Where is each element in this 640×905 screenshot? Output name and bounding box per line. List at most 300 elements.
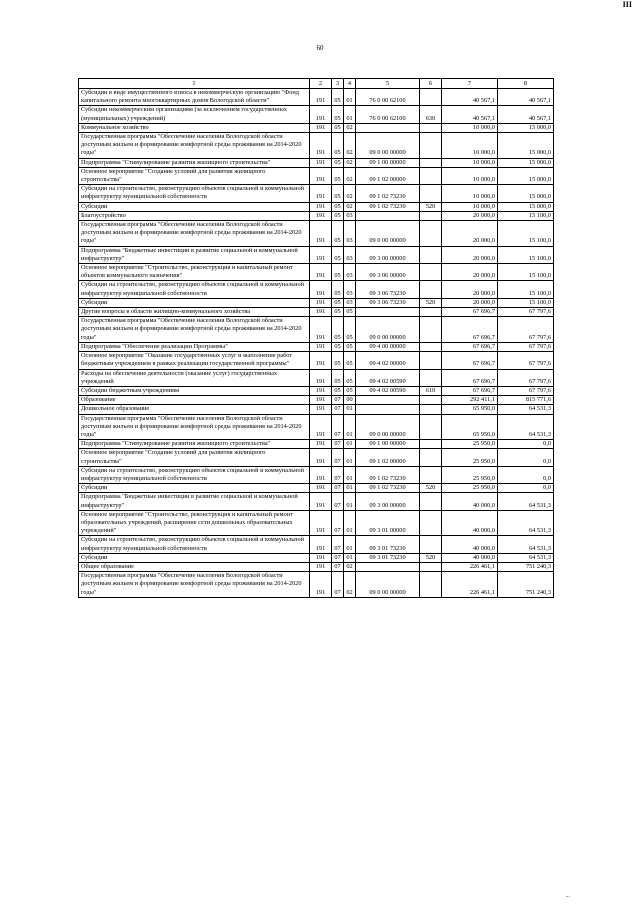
amount-col7-cell: 40 000,0 <box>442 493 498 510</box>
expense-type-cell <box>420 308 442 317</box>
amount-col8-cell: 0,0 <box>498 484 554 493</box>
table-row <box>79 317 554 343</box>
amount-col7-cell: 67 696,7 <box>442 317 498 343</box>
table-row <box>79 414 554 440</box>
amount-col8-cell: 15 100,0 <box>498 298 554 307</box>
subsection-cell: 05 <box>344 386 356 395</box>
expense-type-cell <box>420 158 442 167</box>
row-name-cell: Расходы на обеспечение деятельности (оказание услуг) государственных учреждений <box>79 369 310 386</box>
amount-col8-cell: 15 000,0 <box>498 133 554 159</box>
table-row <box>79 123 554 132</box>
target-article-cell <box>356 396 420 405</box>
amount-col8-cell: 40 567,1 <box>498 106 554 123</box>
subsection-cell: 03 <box>344 246 356 263</box>
table-row <box>79 493 554 510</box>
grbs-cell: 191 <box>310 536 332 553</box>
target-article-cell: 09 3 06 73230 <box>356 298 420 307</box>
subsection-cell: 03 <box>344 264 356 281</box>
row-name-cell: Субсидии <box>79 553 310 562</box>
subsection-cell: 01 <box>344 553 356 562</box>
expense-type-cell <box>420 281 442 298</box>
amount-col8-cell: 15 000,0 <box>498 202 554 211</box>
expense-type-cell <box>420 264 442 281</box>
subsection-cell: 01 <box>344 440 356 449</box>
table-row <box>79 202 554 211</box>
expense-type-cell <box>420 414 442 440</box>
row-name-cell: Основное мероприятие "Оказание государственных услуг и выполнение работ бюджетным учреждением в рамках реализации государственной программы" <box>79 352 310 369</box>
header-cell: 2 <box>310 79 332 89</box>
target-article-cell: 09 3 01 00000 <box>356 510 420 536</box>
subsection-cell: 02 <box>344 562 356 571</box>
expense-type-cell <box>420 572 442 598</box>
expense-type-cell <box>420 562 442 571</box>
expense-type-cell <box>420 449 442 466</box>
section-cell: 07 <box>332 510 344 536</box>
row-name-cell: Субсидии некоммерческим организациям (за исключением государственных (муниципальных) учреждений) <box>79 106 310 123</box>
row-name-cell: Подпрограмма "Обеспечение реализации Программы" <box>79 342 310 351</box>
target-article-cell: 09 0 00 00000 <box>356 221 420 247</box>
section-cell: 05 <box>332 167 344 184</box>
amount-col8-cell: 0,0 <box>498 466 554 483</box>
subsection-cell: 05 <box>344 317 356 343</box>
section-cell: 05 <box>332 264 344 281</box>
expense-type-cell <box>420 493 442 510</box>
target-article-cell: 09 4 02 00000 <box>356 352 420 369</box>
row-name-cell: Основное мероприятие "Строительство, реконструкция и капитальный ремонт образовательных учреждений, расширение сети дошкольных образовательных учреждений" <box>79 510 310 536</box>
row-name-cell: Субсидии <box>79 484 310 493</box>
target-article-cell: 09 4 00 00000 <box>356 342 420 351</box>
header-cell: 1 <box>79 79 310 89</box>
amount-col8-cell: 15 100,0 <box>498 281 554 298</box>
amount-col8-cell: 0,0 <box>498 449 554 466</box>
expense-type-cell <box>420 510 442 536</box>
amount-col7-cell: 67 696,7 <box>442 352 498 369</box>
amount-col7-cell: 20 000,0 <box>442 264 498 281</box>
target-article-cell: 09 1 00 00000 <box>356 440 420 449</box>
amount-col7-cell: 292 411,1 <box>442 396 498 405</box>
section-cell: 05 <box>332 202 344 211</box>
grbs-cell: 191 <box>310 281 332 298</box>
row-name-cell: Основное мероприятие "Создание условий для развития жилищного строительства" <box>79 167 310 184</box>
row-name-cell: Субсидии бюджетным учреждениям <box>79 386 310 395</box>
amount-col8-cell: 15 000,0 <box>498 185 554 202</box>
grbs-cell: 191 <box>310 572 332 598</box>
amount-col7-cell: 25 950,0 <box>442 466 498 483</box>
amount-col8-cell: 15 000,0 <box>498 123 554 132</box>
subsection-cell: 00 <box>344 396 356 405</box>
row-name-cell: Образование <box>79 396 310 405</box>
table-row <box>79 449 554 466</box>
section-cell: 05 <box>332 106 344 123</box>
expense-type-cell <box>420 246 442 263</box>
row-name-cell: Подпрограмма "Бюджетные инвестиции в развитие социальной и коммунальной инфраструктур" <box>79 246 310 263</box>
target-article-cell: 09 3 00 00000 <box>356 493 420 510</box>
page-number: 60 <box>316 44 324 52</box>
amount-col7-cell: 65 950,0 <box>442 405 498 414</box>
row-name-cell: Субсидии в виде имущественного взноса в некоммерческую организацию "Фонд капитального ремонта многоквартирных домов Вологодской области" <box>79 89 310 106</box>
amount-col7-cell: 67 696,7 <box>442 308 498 317</box>
table-row <box>79 396 554 405</box>
subsection-cell: 03 <box>344 298 356 307</box>
subsection-cell: 02 <box>344 572 356 598</box>
section-cell: 07 <box>332 484 344 493</box>
grbs-cell: 191 <box>310 510 332 536</box>
row-name-cell: Подпрограмма "Стимулирование развития жилищного строительства" <box>79 440 310 449</box>
table-row <box>79 536 554 553</box>
section-cell: 05 <box>332 211 344 220</box>
amount-col8-cell: 67 797,6 <box>498 352 554 369</box>
table-row <box>79 246 554 263</box>
amount-col7-cell: 65 950,0 <box>442 414 498 440</box>
target-article-cell: 09 3 01 73230 <box>356 536 420 553</box>
row-name-cell: Коммунальное хозяйство <box>79 123 310 132</box>
amount-col8-cell: 751 240,3 <box>498 562 554 571</box>
section-cell: 05 <box>332 133 344 159</box>
expense-type-cell <box>420 352 442 369</box>
grbs-cell: 191 <box>310 493 332 510</box>
bottom-mark: ... <box>565 893 570 899</box>
header-cell: 6 <box>420 79 442 89</box>
section-cell: 05 <box>332 158 344 167</box>
amount-col8-cell: 64 531,3 <box>498 493 554 510</box>
subsection-cell: 05 <box>344 369 356 386</box>
target-article-cell: 09 0 00 00000 <box>356 133 420 159</box>
grbs-cell: 191 <box>310 317 332 343</box>
grbs-cell: 191 <box>310 246 332 263</box>
target-article-cell: 09 1 00 00000 <box>356 158 420 167</box>
grbs-cell: 191 <box>310 396 332 405</box>
amount-col7-cell: 226 461,1 <box>442 572 498 598</box>
amount-col8-cell: 67 797,6 <box>498 342 554 351</box>
section-cell: 07 <box>332 572 344 598</box>
section-cell: 05 <box>332 123 344 132</box>
header-cell: 5 <box>356 79 420 89</box>
amount-col8-cell: 15 100,0 <box>498 221 554 247</box>
target-article-cell <box>356 562 420 571</box>
amount-col8-cell: 64 531,3 <box>498 510 554 536</box>
table-row <box>79 211 554 220</box>
target-article-cell: 09 3 00 00000 <box>356 246 420 263</box>
expense-type-cell: 610 <box>420 386 442 395</box>
amount-col7-cell: 40 000,0 <box>442 553 498 562</box>
subsection-cell: 02 <box>344 202 356 211</box>
expense-type-cell <box>420 405 442 414</box>
grbs-cell: 191 <box>310 106 332 123</box>
amount-col7-cell: 20 000,0 <box>442 221 498 247</box>
amount-col8-cell: 67 797,6 <box>498 308 554 317</box>
target-article-cell: 76 0 00 62100 <box>356 89 420 106</box>
amount-col7-cell: 10 000,0 <box>442 133 498 159</box>
amount-col7-cell: 20 000,0 <box>442 211 498 220</box>
subsection-cell: 01 <box>344 414 356 440</box>
grbs-cell: 191 <box>310 386 332 395</box>
grbs-cell: 191 <box>310 89 332 106</box>
row-name-cell: Субсидии <box>79 202 310 211</box>
grbs-cell: 191 <box>310 440 332 449</box>
grbs-cell: 191 <box>310 414 332 440</box>
table-row <box>79 158 554 167</box>
amount-col8-cell: 67 797,6 <box>498 386 554 395</box>
grbs-cell: 191 <box>310 264 332 281</box>
amount-col8-cell: 64 531,3 <box>498 536 554 553</box>
amount-col8-cell: 15 000,0 <box>498 167 554 184</box>
grbs-cell: 191 <box>310 484 332 493</box>
section-cell: 05 <box>332 298 344 307</box>
table-row <box>79 185 554 202</box>
table-row <box>79 440 554 449</box>
subsection-cell: 02 <box>344 123 356 132</box>
grbs-cell: 191 <box>310 221 332 247</box>
amount-col8-cell: 64 531,3 <box>498 553 554 562</box>
grbs-cell: 191 <box>310 308 332 317</box>
subsection-cell: 02 <box>344 167 356 184</box>
target-article-cell: 09 4 02 00590 <box>356 386 420 395</box>
grbs-cell: 191 <box>310 553 332 562</box>
target-article-cell: 09 1 02 73230 <box>356 466 420 483</box>
section-cell: 07 <box>332 466 344 483</box>
subsection-cell: 02 <box>344 158 356 167</box>
section-cell: 05 <box>332 352 344 369</box>
row-name-cell: Субсидии на строительство, реконструкцию объектов социальной и коммунальной инфраструктур муниципальной собственности <box>79 185 310 202</box>
subsection-cell: 03 <box>344 211 356 220</box>
target-article-cell: 09 4 02 00590 <box>356 369 420 386</box>
subsection-cell: 05 <box>344 308 356 317</box>
target-article-cell: 09 1 02 00000 <box>356 167 420 184</box>
amount-col7-cell: 10 000,0 <box>442 123 498 132</box>
grbs-cell: 191 <box>310 298 332 307</box>
grbs-cell: 191 <box>310 202 332 211</box>
section-cell: 05 <box>332 317 344 343</box>
amount-col7-cell: 10 000,0 <box>442 185 498 202</box>
section-cell: 05 <box>332 342 344 351</box>
amount-col7-cell: 40 000,0 <box>442 510 498 536</box>
grbs-cell: 191 <box>310 449 332 466</box>
target-article-cell: 09 3 06 00000 <box>356 264 420 281</box>
expense-type-cell <box>420 133 442 159</box>
row-name-cell: Государственная программа "Обеспечение населения Вологодской области доступным жильем и формирование комфортной среды проживания на 2014-2020 годы" <box>79 221 310 247</box>
amount-col7-cell: 67 696,7 <box>442 369 498 386</box>
grbs-cell: 191 <box>310 352 332 369</box>
expense-type-cell: 520 <box>420 553 442 562</box>
amount-col8-cell: 15 100,0 <box>498 264 554 281</box>
grbs-cell: 191 <box>310 369 332 386</box>
section-cell: 07 <box>332 449 344 466</box>
row-name-cell: Государственная программа "Обеспечение населения Вологодской области доступным жильем и формирование комфортной среды проживания на 2014-2020 годы" <box>79 414 310 440</box>
target-article-cell <box>356 308 420 317</box>
section-cell: 07 <box>332 562 344 571</box>
section-cell: 07 <box>332 414 344 440</box>
grbs-cell: 191 <box>310 466 332 483</box>
section-cell: 07 <box>332 405 344 414</box>
target-article-cell: 09 1 02 00000 <box>356 449 420 466</box>
section-cell: 05 <box>332 221 344 247</box>
row-name-cell: Субсидии на строительство, реконструкцию объектов социальной и коммунальной инфраструктур муниципальной собственности <box>79 281 310 298</box>
amount-col7-cell: 226 461,1 <box>442 562 498 571</box>
amount-col8-cell: 15 100,0 <box>498 246 554 263</box>
amount-col7-cell: 40 567,1 <box>442 106 498 123</box>
amount-col7-cell: 10 000,0 <box>442 167 498 184</box>
expense-type-cell: 520 <box>420 202 442 211</box>
target-article-cell: 09 0 00 00000 <box>356 317 420 343</box>
row-name-cell: Благоустройство <box>79 211 310 220</box>
grbs-cell: 191 <box>310 133 332 159</box>
expense-type-cell: 630 <box>420 106 442 123</box>
row-name-cell: Подпрограмма "Бюджетные инвестиции в развитие социальной и коммунальной инфраструктур" <box>79 493 310 510</box>
row-name-cell: Государственная программа "Обеспечение населения Вологодской области доступным жильем и формирование комфортной среды проживания на 2014-2020 годы" <box>79 317 310 343</box>
amount-col8-cell: 64 531,3 <box>498 414 554 440</box>
grbs-cell: 191 <box>310 185 332 202</box>
header-cell: 8 <box>498 79 554 89</box>
row-name-cell: Государственная программа "Обеспечение населения Вологодской области доступным жильем и формирование комфортной среды проживания на 2014-2020 годы" <box>79 133 310 159</box>
row-name-cell: Субсидии на строительство, реконструкцию объектов социальной и коммунальной инфраструктур муниципальной собственности <box>79 466 310 483</box>
subsection-cell: 01 <box>344 106 356 123</box>
table-row <box>79 553 554 562</box>
grbs-cell: 191 <box>310 562 332 571</box>
expense-type-cell <box>420 369 442 386</box>
expense-type-cell <box>420 440 442 449</box>
table-row <box>79 308 554 317</box>
row-name-cell: Подпрограмма "Стимулирование развития жилищного строительства" <box>79 158 310 167</box>
target-article-cell: 09 3 06 73230 <box>356 281 420 298</box>
expense-type-cell <box>420 123 442 132</box>
amount-col7-cell: 20 000,0 <box>442 298 498 307</box>
grbs-cell: 191 <box>310 211 332 220</box>
subsection-cell: 01 <box>344 484 356 493</box>
amount-col8-cell: 0,0 <box>498 440 554 449</box>
amount-col7-cell: 25 950,0 <box>442 484 498 493</box>
target-article-cell: 09 1 02 73230 <box>356 202 420 211</box>
table-row <box>79 342 554 351</box>
amount-col7-cell: 25 950,0 <box>442 449 498 466</box>
amount-col8-cell: 15 100,0 <box>498 211 554 220</box>
grbs-cell: 191 <box>310 342 332 351</box>
target-article-cell <box>356 405 420 414</box>
section-cell: 07 <box>332 553 344 562</box>
target-article-cell <box>356 211 420 220</box>
budget-table <box>78 78 554 598</box>
table-row <box>79 133 554 159</box>
target-article-cell <box>356 123 420 132</box>
row-name-cell: Общее образование <box>79 562 310 571</box>
expense-type-cell <box>420 536 442 553</box>
section-cell: 07 <box>332 493 344 510</box>
target-article-cell: 09 0 00 00000 <box>356 414 420 440</box>
expense-type-cell <box>420 221 442 247</box>
table-row <box>79 484 554 493</box>
amount-col7-cell: 25 950,0 <box>442 440 498 449</box>
expense-type-cell: 520 <box>420 298 442 307</box>
grbs-cell: 191 <box>310 158 332 167</box>
section-cell: 05 <box>332 386 344 395</box>
expense-type-cell <box>420 317 442 343</box>
row-name-cell: Другие вопросы в области жилищно-коммунального хозяйства <box>79 308 310 317</box>
target-article-cell: 09 1 02 73230 <box>356 484 420 493</box>
amount-col8-cell: 67 797,6 <box>498 317 554 343</box>
target-article-cell: 09 3 01 73230 <box>356 553 420 562</box>
grbs-cell: 191 <box>310 167 332 184</box>
subsection-cell: 05 <box>344 352 356 369</box>
table-row <box>79 510 554 536</box>
table-row <box>79 89 554 106</box>
section-cell: 07 <box>332 440 344 449</box>
table-row <box>79 106 554 123</box>
target-article-cell: 09 0 00 00000 <box>356 572 420 598</box>
expense-type-cell <box>420 185 442 202</box>
amount-col8-cell: 64 531,3 <box>498 405 554 414</box>
table-row <box>79 298 554 307</box>
header-row <box>79 79 554 89</box>
amount-col8-cell: 815 771,6 <box>498 396 554 405</box>
amount-col8-cell: 40 567,1 <box>498 89 554 106</box>
amount-col7-cell: 67 696,7 <box>442 342 498 351</box>
subsection-cell: 02 <box>344 185 356 202</box>
section-cell: 05 <box>332 185 344 202</box>
table-row <box>79 167 554 184</box>
table-row <box>79 386 554 395</box>
row-name-cell: Государственная программа "Обеспечение населения Вологодской области доступным жильем и формирование комфортной среды проживания на 2014-2020 годы" <box>79 572 310 598</box>
subsection-cell: 01 <box>344 536 356 553</box>
subsection-cell: 03 <box>344 221 356 247</box>
table-row <box>79 221 554 247</box>
expense-type-cell: 520 <box>420 484 442 493</box>
amount-col7-cell: 20 000,0 <box>442 246 498 263</box>
subsection-cell: 01 <box>344 493 356 510</box>
subsection-cell: 01 <box>344 449 356 466</box>
section-cell: 05 <box>332 246 344 263</box>
section-cell: 05 <box>332 308 344 317</box>
subsection-cell: 02 <box>344 133 356 159</box>
row-name-cell: Основное мероприятие "Строительство, реконструкция и капитальный ремонт объектов коммунального назначения" <box>79 264 310 281</box>
expense-type-cell <box>420 211 442 220</box>
table-row <box>79 405 554 414</box>
table-row <box>79 562 554 571</box>
amount-col7-cell: 10 000,0 <box>442 158 498 167</box>
amount-col7-cell: 20 000,0 <box>442 281 498 298</box>
amount-col8-cell: 751 240,3 <box>498 572 554 598</box>
subsection-cell: 03 <box>344 281 356 298</box>
corner-mark: III <box>622 0 632 9</box>
header-cell: 7 <box>442 79 498 89</box>
table-row <box>79 281 554 298</box>
amount-col7-cell: 40 000,0 <box>442 536 498 553</box>
subsection-cell: 01 <box>344 510 356 536</box>
expense-type-cell <box>420 89 442 106</box>
row-name-cell: Основное мероприятие "Создание условий для развития жилищного строительства" <box>79 449 310 466</box>
table-row <box>79 466 554 483</box>
section-cell: 05 <box>332 89 344 106</box>
amount-col8-cell: 15 000,0 <box>498 158 554 167</box>
table-row <box>79 352 554 369</box>
table-row <box>79 369 554 386</box>
table-row <box>79 264 554 281</box>
expense-type-cell <box>420 167 442 184</box>
expense-type-cell <box>420 396 442 405</box>
table-row <box>79 572 554 598</box>
header-cell: 3 <box>332 79 344 89</box>
target-article-cell: 09 1 02 73230 <box>356 185 420 202</box>
amount-col7-cell: 67 696,7 <box>442 386 498 395</box>
grbs-cell: 191 <box>310 405 332 414</box>
amount-col8-cell: 67 797,6 <box>498 369 554 386</box>
header-cell: 4 <box>344 79 356 89</box>
expense-type-cell <box>420 466 442 483</box>
subsection-cell: 05 <box>344 342 356 351</box>
row-name-cell: Субсидии <box>79 298 310 307</box>
section-cell: 05 <box>332 369 344 386</box>
section-cell: 07 <box>332 536 344 553</box>
subsection-cell: 01 <box>344 405 356 414</box>
row-name-cell: Субсидии на строительство, реконструкцию объектов социальной и коммунальной инфраструктур муниципальной собственности <box>79 536 310 553</box>
